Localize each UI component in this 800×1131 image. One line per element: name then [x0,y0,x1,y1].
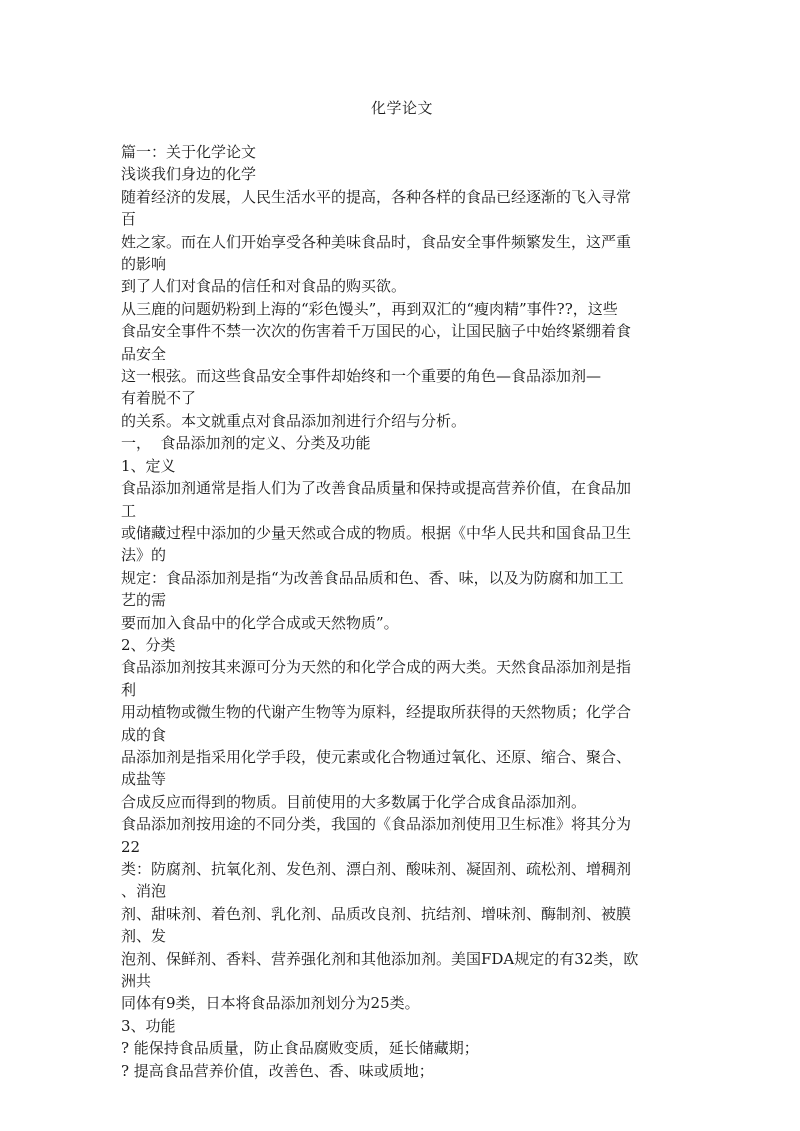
text-line: 品安全 [121,344,167,363]
text-line: 品添加剂是指采用化学手段，使元素或化合物通过氧化、还原、缩合、聚合、 [121,747,632,766]
text-line: 这一根弦。而这些食品安全事件却始终和一个重要的角色—食品添加剂— [121,367,602,386]
text-line: 浅谈我们身边的化学 [121,165,257,184]
document-page [121,95,683,1082]
text-line: 类：防腐剂、抗氧化剂、发色剂、漂白剂、酸味剂、凝固剂、疏松剂、增稠剂 [121,860,632,878]
text-line: 、消泡 [121,882,167,901]
text-line: 姓之家。而在人们开始享受各种美味食品时，食品安全事件频繁发生，这严重 [121,232,632,251]
text-line: 剂、甜味剂、着色剂、乳化剂、品质改良剂、抗结剂、增味剂、酶制剂、被膜 [121,904,632,923]
text-line: 1、定义 [121,456,176,475]
document-body [121,141,683,1082]
text-line: 食品添加剂按用途的不同分类，我国的《食品添加剂使用卫生标准》将其分为 [121,815,632,834]
text-line: 或储藏过程中添加的少量天然或合成的物质。根据《中华人民共和国食品卫生 [121,523,632,542]
text-line: 一， 食品添加剂的定义、分类及功能 [121,434,371,453]
text-line: 洲共 [121,972,152,991]
text-line: 成的食 [121,725,167,744]
text-line: 从三鹿的问题奶粉到上海的“彩色馒头”，再到双汇的“瘦肉精”事件??，这些 [121,299,618,318]
text-line: 利 [121,680,137,699]
text-line: 的影响 [121,255,167,274]
text-line: 随着经济的发展，人民生活水平的提高，各种各样的食品已经逐渐的飞入寻常 [121,187,632,206]
document-title: 化学论文 [370,99,433,117]
text-line: 到了人们对食品的信任和对食品的购买欲。 [121,277,407,296]
text-line: 篇一：关于化学论文 [121,143,257,161]
text-line: 的关系。本文就重点对食品添加剂进行介绍与分析。 [121,411,467,430]
text-line: 食品安全事件不禁一次次的伤害着千万国民的心，让国民脑子中始终紧绷着食 [121,322,632,341]
text-line: 用动植物或微生物的代谢产生物等为原料，经提取所获得的天然物质；化学合 [121,703,632,722]
text-line: 百 [121,210,137,229]
text-line: 2、分类 [121,635,176,654]
text-line: ? 提高食品营养价值，改善色、香、味或质地； [121,1061,434,1080]
text-line: 同体有9类，日本将食品添加剂划分为25类。 [121,994,420,1013]
text-line: 22 [121,837,141,856]
text-line: 工 [121,501,137,520]
text-line: 剂、发 [121,927,167,946]
text-line: 法》的 [121,546,167,565]
text-line: 规定：食品添加剂是指“为改善食品品质和色、香、味，以及为防腐和加工工 [121,568,624,587]
text-line: 3、功能 [121,1016,176,1035]
text-line: 泡剂、保鲜剂、香料、营养强化剂和其他添加剂。美国FDA规定的有32类，欧 [121,949,639,968]
text-line: 要而加入食品中的化学合成或天然物质”。 [121,613,399,632]
text-line: 食品添加剂通常是指人们为了改善食品质量和保持或提高营养价值，在食品加 [121,479,632,498]
text-line: ? 能保持食品质量，防止食品腐败变质，延长储藏期； [121,1039,479,1058]
text-line: 成盐等 [121,770,167,789]
text-line: 合成反应而得到的物质。目前使用的大多数属于化学合成食品添加剂。 [121,792,587,811]
text-line: 有着脱不了 [121,389,197,408]
text-line: 食品添加剂按其来源可分为天然的和化学合成的两大类。天然食品添加剂是指 [121,658,632,677]
text-line: 艺的需 [121,591,167,610]
